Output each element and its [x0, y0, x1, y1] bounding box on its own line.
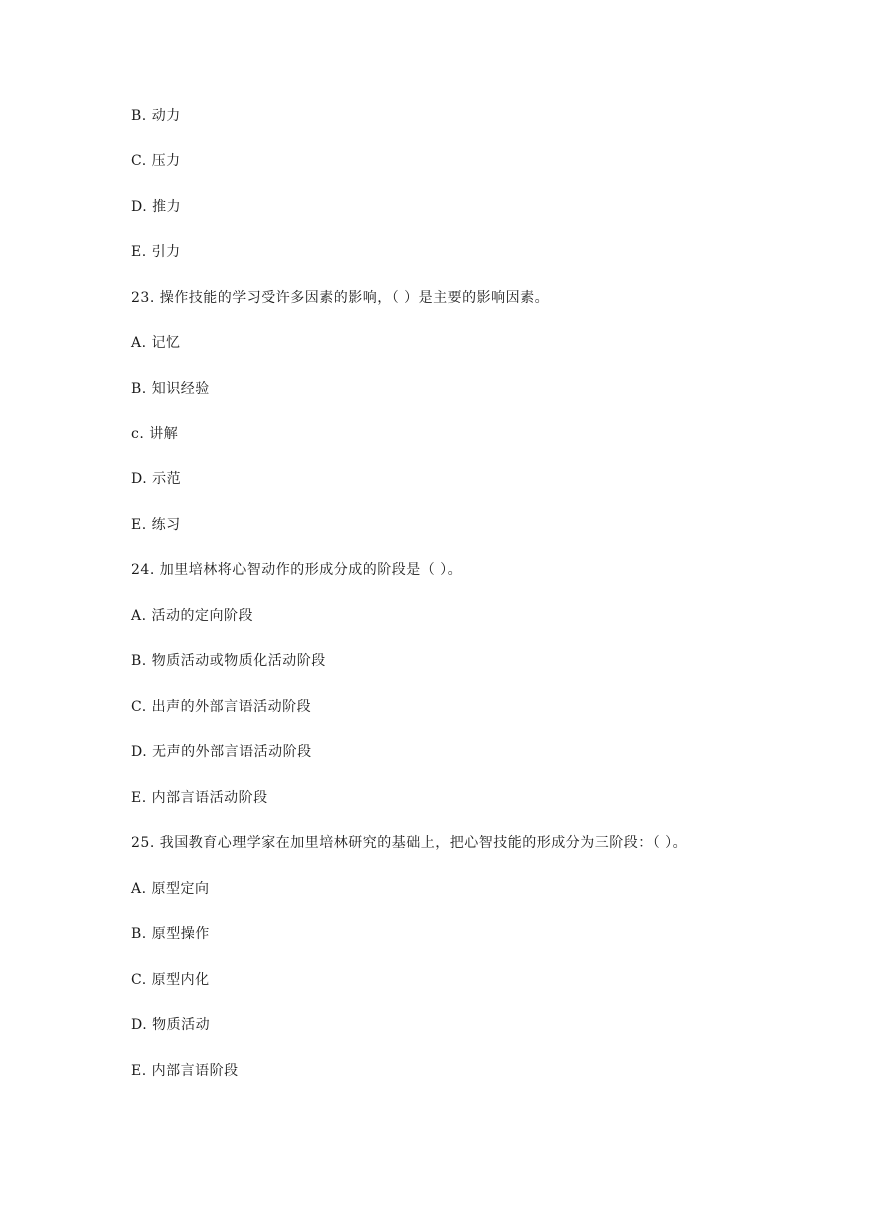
question-24: 24. 加里培林将心智动作的形成分成的阶段是（ ）。 [131, 562, 463, 578]
q23-option-d: D. 示范 [131, 471, 182, 487]
q25-option-e: E. 内部言语阶段 [131, 1063, 239, 1079]
q22-option-b: B. 动力 [131, 108, 181, 124]
q25-option-d: D. 物质活动 [131, 1017, 211, 1033]
question-23: 23. 操作技能的学习受许多因素的影响，（ ）是主要的影响因素。 [131, 290, 550, 306]
q25-option-c: C. 原型内化 [131, 972, 210, 988]
q25-option-a: A. 原型定向 [131, 881, 210, 897]
q23-option-b: B. 知识经验 [131, 381, 210, 397]
question-25: 25. 我国教育心理学家在加里培林研究的基础上，把心智技能的形成分为三阶段：（ ）。 [131, 835, 688, 851]
q23-option-e: E. 练习 [131, 517, 181, 533]
q24-option-b: B. 物质活动或物质化活动阶段 [131, 653, 326, 669]
q23-option-c: c. 讲解 [131, 426, 179, 442]
q22-option-d: D. 推力 [131, 199, 182, 215]
q22-option-c: C. 压力 [131, 153, 181, 169]
q22-option-e: E. 引力 [131, 244, 181, 260]
q24-option-d: D. 无声的外部言语活动阶段 [131, 744, 312, 760]
q23-option-a: A. 记忆 [131, 335, 181, 351]
q24-option-c: C. 出声的外部言语活动阶段 [131, 699, 312, 715]
q24-option-a: A. 活动的定向阶段 [131, 608, 254, 624]
q25-option-b: B. 原型操作 [131, 926, 210, 942]
q24-option-e: E. 内部言语活动阶段 [131, 790, 268, 806]
